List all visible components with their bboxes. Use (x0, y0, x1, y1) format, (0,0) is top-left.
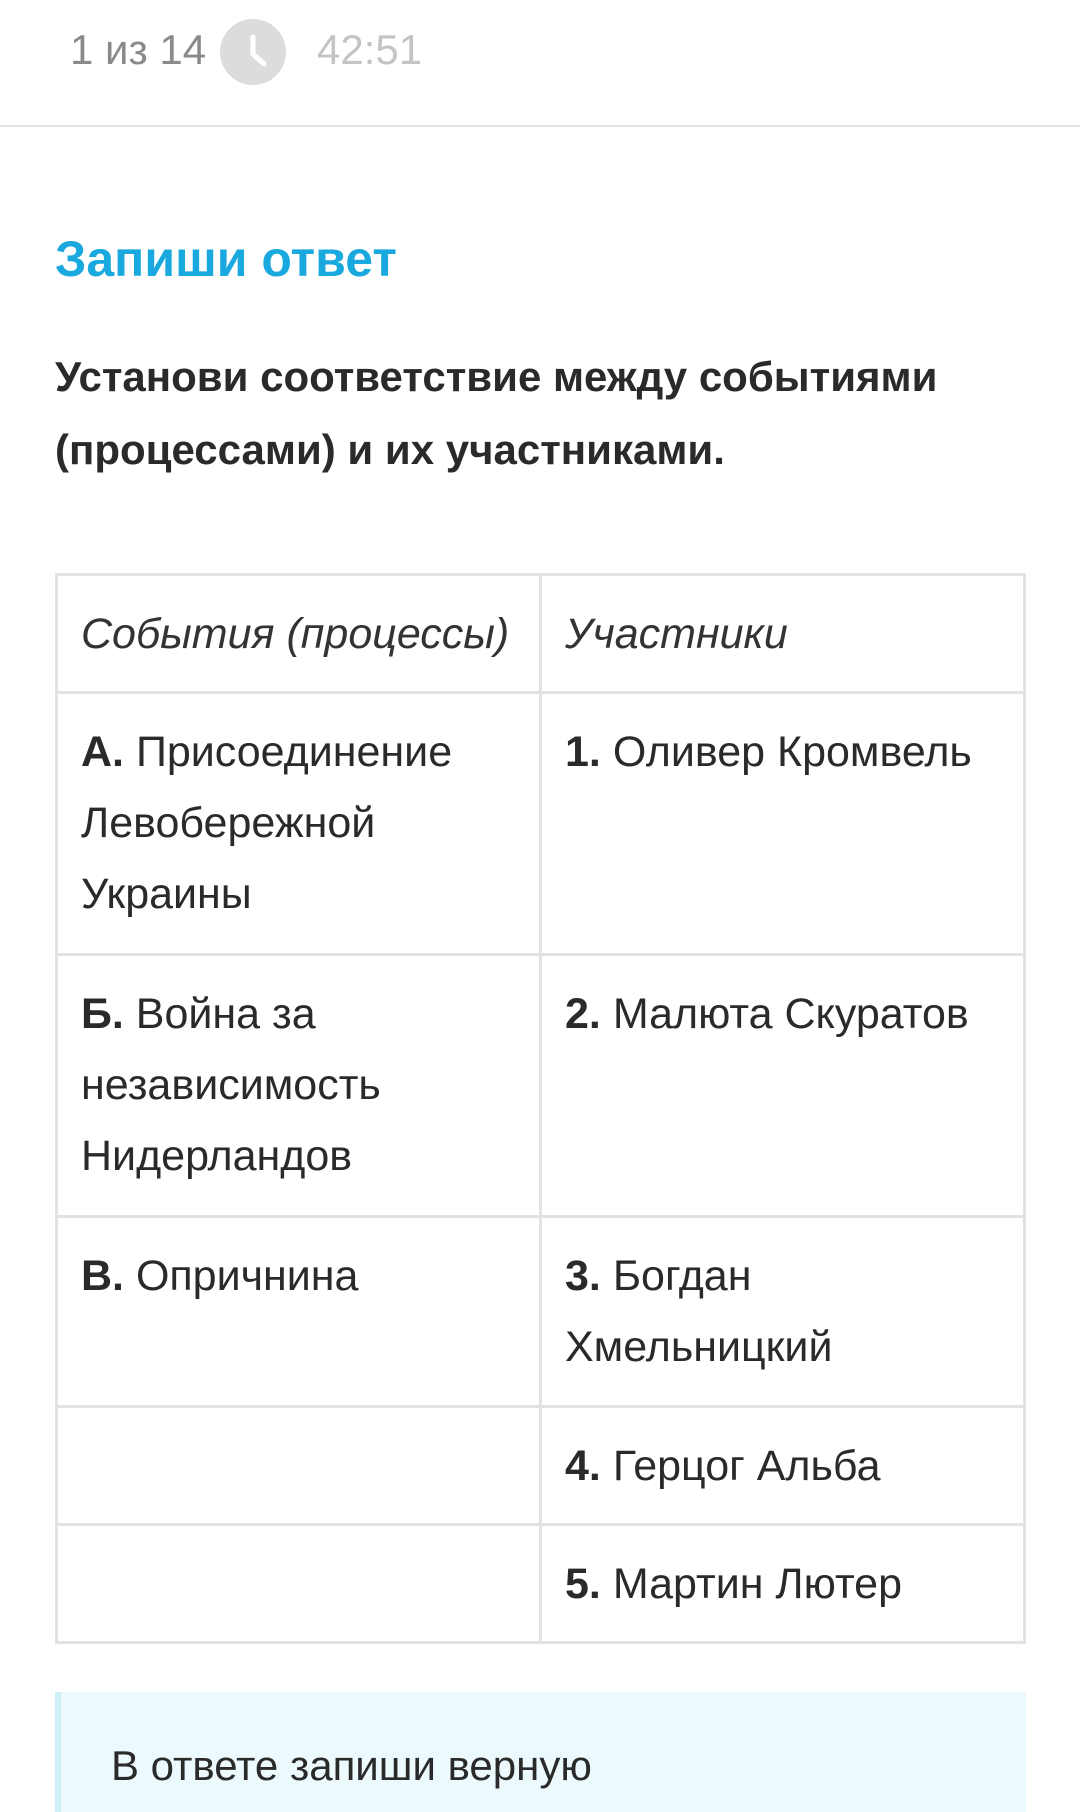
top-bar (0, 0, 1080, 127)
table-row (57, 693, 1025, 955)
participant-cell (541, 1407, 1025, 1525)
participant-marker: 3. (565, 1252, 601, 1300)
section-title: Запиши ответ (55, 231, 397, 287)
participant-cell (541, 693, 1025, 955)
question-text: Установи соответствие между событиями (процессами) и их участниками. (55, 353, 938, 473)
participant-marker: 5. (565, 1560, 601, 1608)
participant-cell (541, 1217, 1025, 1407)
participant-text: Малюта Скуратов (600, 990, 969, 1038)
question-progress: 1 из 14 (70, 26, 207, 73)
event-cell (57, 1407, 541, 1525)
event-text: Присоединение Левобережной Украины (81, 728, 453, 918)
participant-text: Мартин Лютер (600, 1560, 902, 1608)
table-row (57, 1217, 1025, 1407)
event-marker: В. (81, 1252, 124, 1300)
table-row (57, 1525, 1025, 1643)
event-text: Война за независимость Нидерландов (81, 990, 381, 1180)
participant-text: Герцог Альба (600, 1442, 881, 1490)
participant-marker: 4. (565, 1442, 601, 1490)
clock-icon-graphic (220, 19, 286, 85)
clock-icon (220, 19, 286, 85)
event-marker: Б. (81, 990, 124, 1038)
table-row (57, 955, 1025, 1217)
table-row (57, 1407, 1025, 1525)
header-participants (541, 575, 1025, 693)
participant-text: Богдан Хмельницкий (565, 1252, 833, 1371)
event-cell (57, 693, 541, 955)
participant-cell (541, 955, 1025, 1217)
header-events-label: События (процессы) (81, 610, 510, 658)
header-participants-label: Участники (565, 610, 788, 658)
event-cell (57, 955, 541, 1217)
event-cell (57, 1525, 541, 1643)
participant-marker: 1. (565, 728, 601, 776)
answer-hint-box (55, 1692, 1026, 1812)
matching-table (55, 573, 1026, 1644)
event-cell (57, 1217, 541, 1407)
participant-cell (541, 1525, 1025, 1643)
participant-marker: 2. (565, 990, 601, 1038)
participant-text: Оливер Кромвель (600, 728, 972, 776)
answer-hint-text: В ответе запиши верную (111, 1742, 592, 1789)
timer: 42:51 (317, 26, 423, 73)
header-events (57, 575, 541, 693)
event-text: Опричнина (124, 1252, 359, 1300)
table-header-row (57, 575, 1025, 693)
event-marker: А. (81, 728, 124, 776)
